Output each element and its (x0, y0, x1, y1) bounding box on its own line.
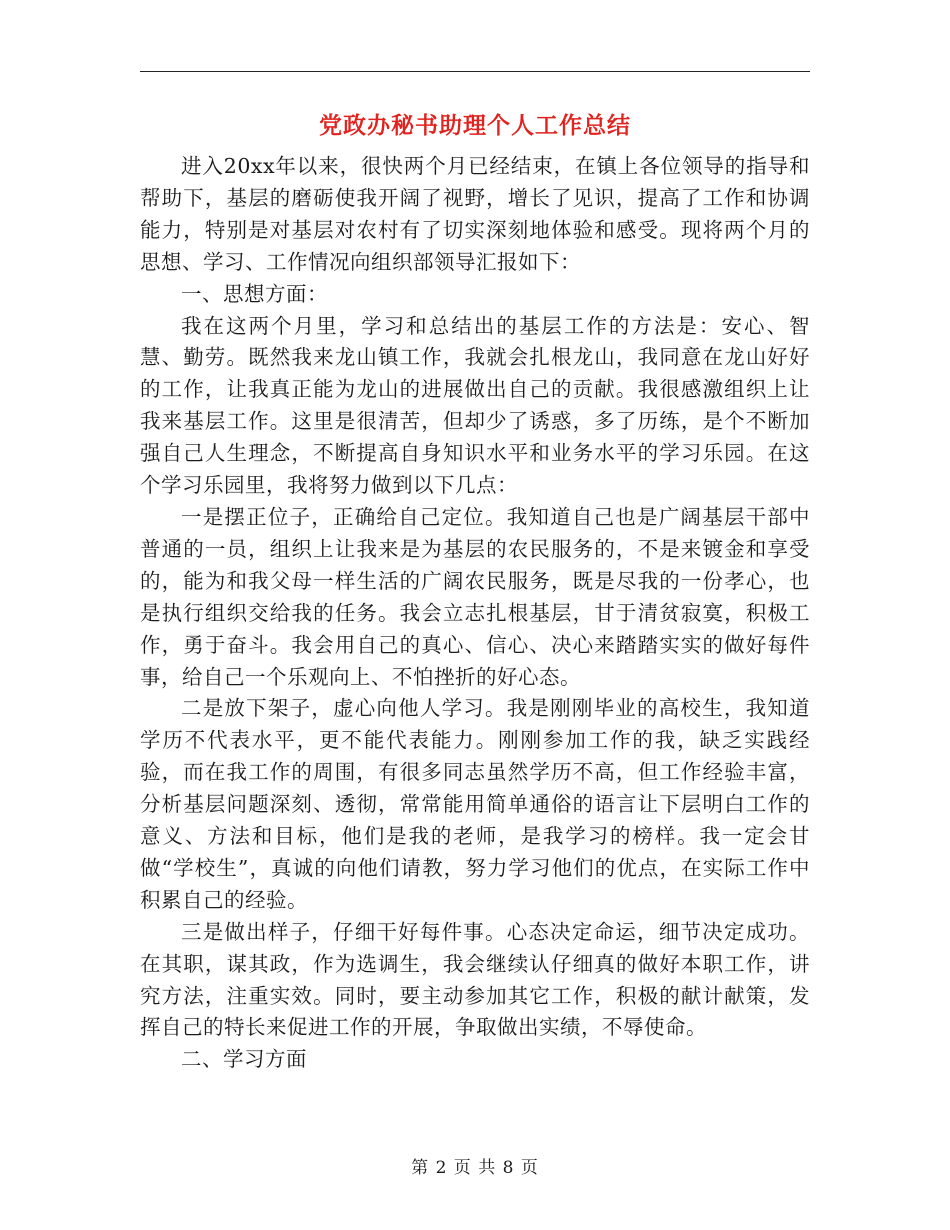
document-body (140, 151, 810, 1076)
paragraph-intro: 进入20xx年以来，很快两个月已经结束，在镇上各位领导的指导和帮助下，基层的磨砺使我开阔了视野，增长了见识，提高了工作和协调能力，特别是对基层对农村有了切实深刻地体验和感受。现将两个月的思想、学习、工作情况向组织部领导汇报如下： (140, 154, 810, 274)
header-rule (140, 71, 810, 72)
page-number-footer: 第 2 页 共 8 页 (411, 1158, 539, 1178)
paragraph-thought: 我在这两个月里，学习和总结出的基层工作的方法是：安心、智慧、勤劳。既然我来龙山镇工作，我就会扎根龙山，我同意在龙山好好的工作，让我真正能为龙山的进展做出自己的贡献。我很感激组织上让我来基层工作。这里是很清苦，但却少了诱惑，多了历练，是个不断加强自己人生理念，不断提高自身知识水平和业务水平的学习乐园。在这个学习乐园里，我将努力做到以下几点： (140, 313, 810, 498)
paragraph-point-two: 二是放下架子，虚心向他人学习。我是刚刚毕业的高校生，我知道学历不代表水平，更不能代表能力。刚刚参加工作的我，缺乏实践经验，而在我工作的周围，有很多同志虽然学历不高，但工作经验丰富，分析基层问题深刻、透彻，常常能用简单通俗的语言让下层明白工作的意义、方法和目标，他们是我的老师，是我学习的榜样。我一定会甘做“学校生”，真诚的向他们请教，努力学习他们的优点，在实际工作中积累自己的经验。 (140, 696, 810, 912)
section-heading-thought: 一、思想方面： (181, 281, 328, 306)
paragraph-point-one: 一是摆正位子，正确给自己定位。我知道自己也是广阔基层干部中普通的一员，组织上让我来是为基层的农民服务的，不是来镀金和享受的，能为和我父母一样生活的广阔农民服务，既是尽我的一份孝心，也是执行组织交给我的任务。我会立志扎根基层，甘于清贫寂寞，积极工作，勇于奋斗。我会用自己的真心、信心、决心来踏踏实实的做好每件事，给自己一个乐观向上、不怕挫折的好心态。 (140, 504, 810, 689)
paragraph-point-three: 三是做出样子，仔细干好每件事。心态决定命运，细节决定成功。在其职，谋其政，作为选调生，我会继续认仔细真的做好本职工作，讲究方法，注重实效。同时，要主动参加其它工作，积极的献计献策，发挥自己的特长来促进工作的开展，争取做出实绩，不辱使命。 (140, 919, 810, 1040)
section-heading-study: 二、学习方面 (181, 1047, 307, 1072)
document-title: 党政办秘书助理个人工作总结 (319, 112, 631, 139)
